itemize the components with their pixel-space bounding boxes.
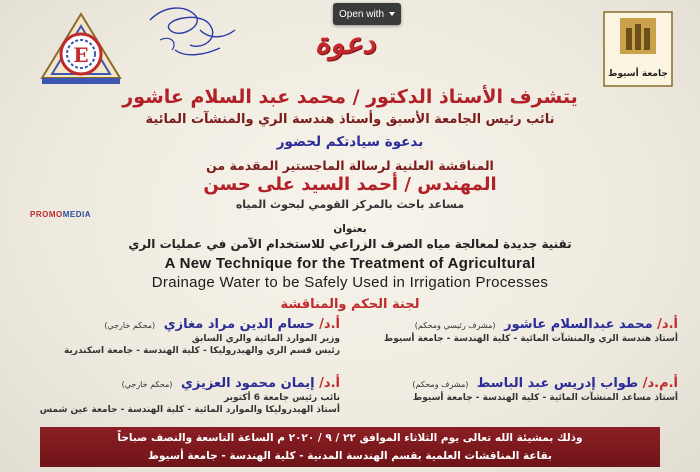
committee-member: [358, 376, 678, 403]
member-affiliation: أستاذ مساعد المنشآت المائية - كلية الهندسة - جامعة أسيوط: [412, 393, 678, 403]
event-details-footer: [40, 427, 660, 467]
member-name: محمد عبدالسلام عاشور: [504, 317, 653, 332]
invite-text: بدعوة سيادتكم لحضور: [276, 134, 424, 150]
promo-logo: [30, 210, 91, 219]
member-name: حسام الدين مراد مغازي: [163, 317, 315, 332]
candidate-role: مساعد باحث بالمركز القومي لبحوث المياه: [235, 198, 465, 211]
promo-suffix: MEDIA: [62, 210, 92, 219]
candidate-name: المهندس / أحمد السيد على حسن: [203, 174, 497, 195]
member-name: طواب إدريس عبد الباسط: [476, 376, 639, 391]
logo-letter: E: [73, 43, 89, 67]
committee-member: [20, 376, 340, 415]
member-role: (محكم خارجي): [121, 380, 173, 389]
member-affiliation-2: أستاذ الهيدروليكا والموارد المائية - كلية الهندسة - جامعة عين شمس: [39, 405, 340, 415]
member-affiliation: نائب رئيس جامعة 6 أكتوبر: [223, 393, 340, 403]
open-with-label: Open with: [338, 8, 385, 20]
university-logo: [600, 8, 676, 90]
thesis-titled-label: بعنوان: [333, 223, 367, 235]
member-name: إيمان محمود العزيزي: [180, 376, 315, 391]
thesis-title-english-2: Drainage Water to be Safely Used in Irrigation Processes: [151, 274, 549, 291]
thesis-title-english-1: A New Technique for the Treatment of Agricultural: [164, 255, 536, 272]
member-affiliation: أستاذ هندسة الري والمنشآت المائية - كلية الهندسة - جامعة أسيوط: [383, 334, 678, 344]
promo-brand: PROMO: [30, 210, 63, 219]
member-role: (مشرف رئيسي ومحكم): [414, 321, 496, 330]
host-line: يتشرف الأستاذ الدكتور / محمد عبد السلام عاشور: [122, 86, 578, 108]
member-role: (مشرف ومحكم): [412, 380, 469, 389]
page-title: دعوة: [314, 26, 376, 60]
member-prefix: أ.د/: [319, 376, 340, 391]
host-title: نائب رئيس الجامعة الأسبق وأستاذ هندسة الري والمنشآت المائية: [145, 112, 555, 127]
event-venue-line: بقاعة المناقشات العلمية بقسم الهندسة المدنية - كلية الهندسة - جامعة أسيوط: [148, 450, 552, 462]
university-logo-text: جامعة أسيوط: [608, 69, 668, 79]
open-with-button[interactable]: [333, 3, 401, 25]
discussion-text: المناقشة العلنية لرسالة الماجستير المقدمة من: [206, 158, 494, 173]
signature-image: [140, 0, 240, 62]
member-prefix: أ.د/: [657, 317, 678, 332]
member-affiliation: وزير الموارد المائية والري السابق: [191, 334, 340, 344]
member-affiliation-2: رئيس قسم الري والهيدروليكا - كلية الهندسة - جامعة اسكندرية: [63, 346, 340, 356]
member-prefix: أ.م.د/: [642, 376, 678, 391]
committee-member: [20, 317, 340, 356]
thesis-title-arabic: تقنية جديدة لمعالجة مياه الصرف الزراعي للاستخدام الآمن في عمليات الري: [128, 237, 572, 251]
member-role: (محكم خارجي): [104, 321, 156, 330]
chevron-down-icon: [389, 12, 395, 16]
committee-heading: لجنة الحكم والمناقشة: [280, 297, 420, 312]
event-date-line: وذلك بمشيئة الله تعالى يوم الثلاثاء الموافق ٢٢ / ٩ / ٢٠٢٠ م الساعة التاسعة والنصف صباحاً: [117, 432, 583, 444]
committee-member: [358, 317, 678, 344]
faculty-logo: [32, 6, 130, 88]
member-prefix: أ.د/: [319, 317, 340, 332]
